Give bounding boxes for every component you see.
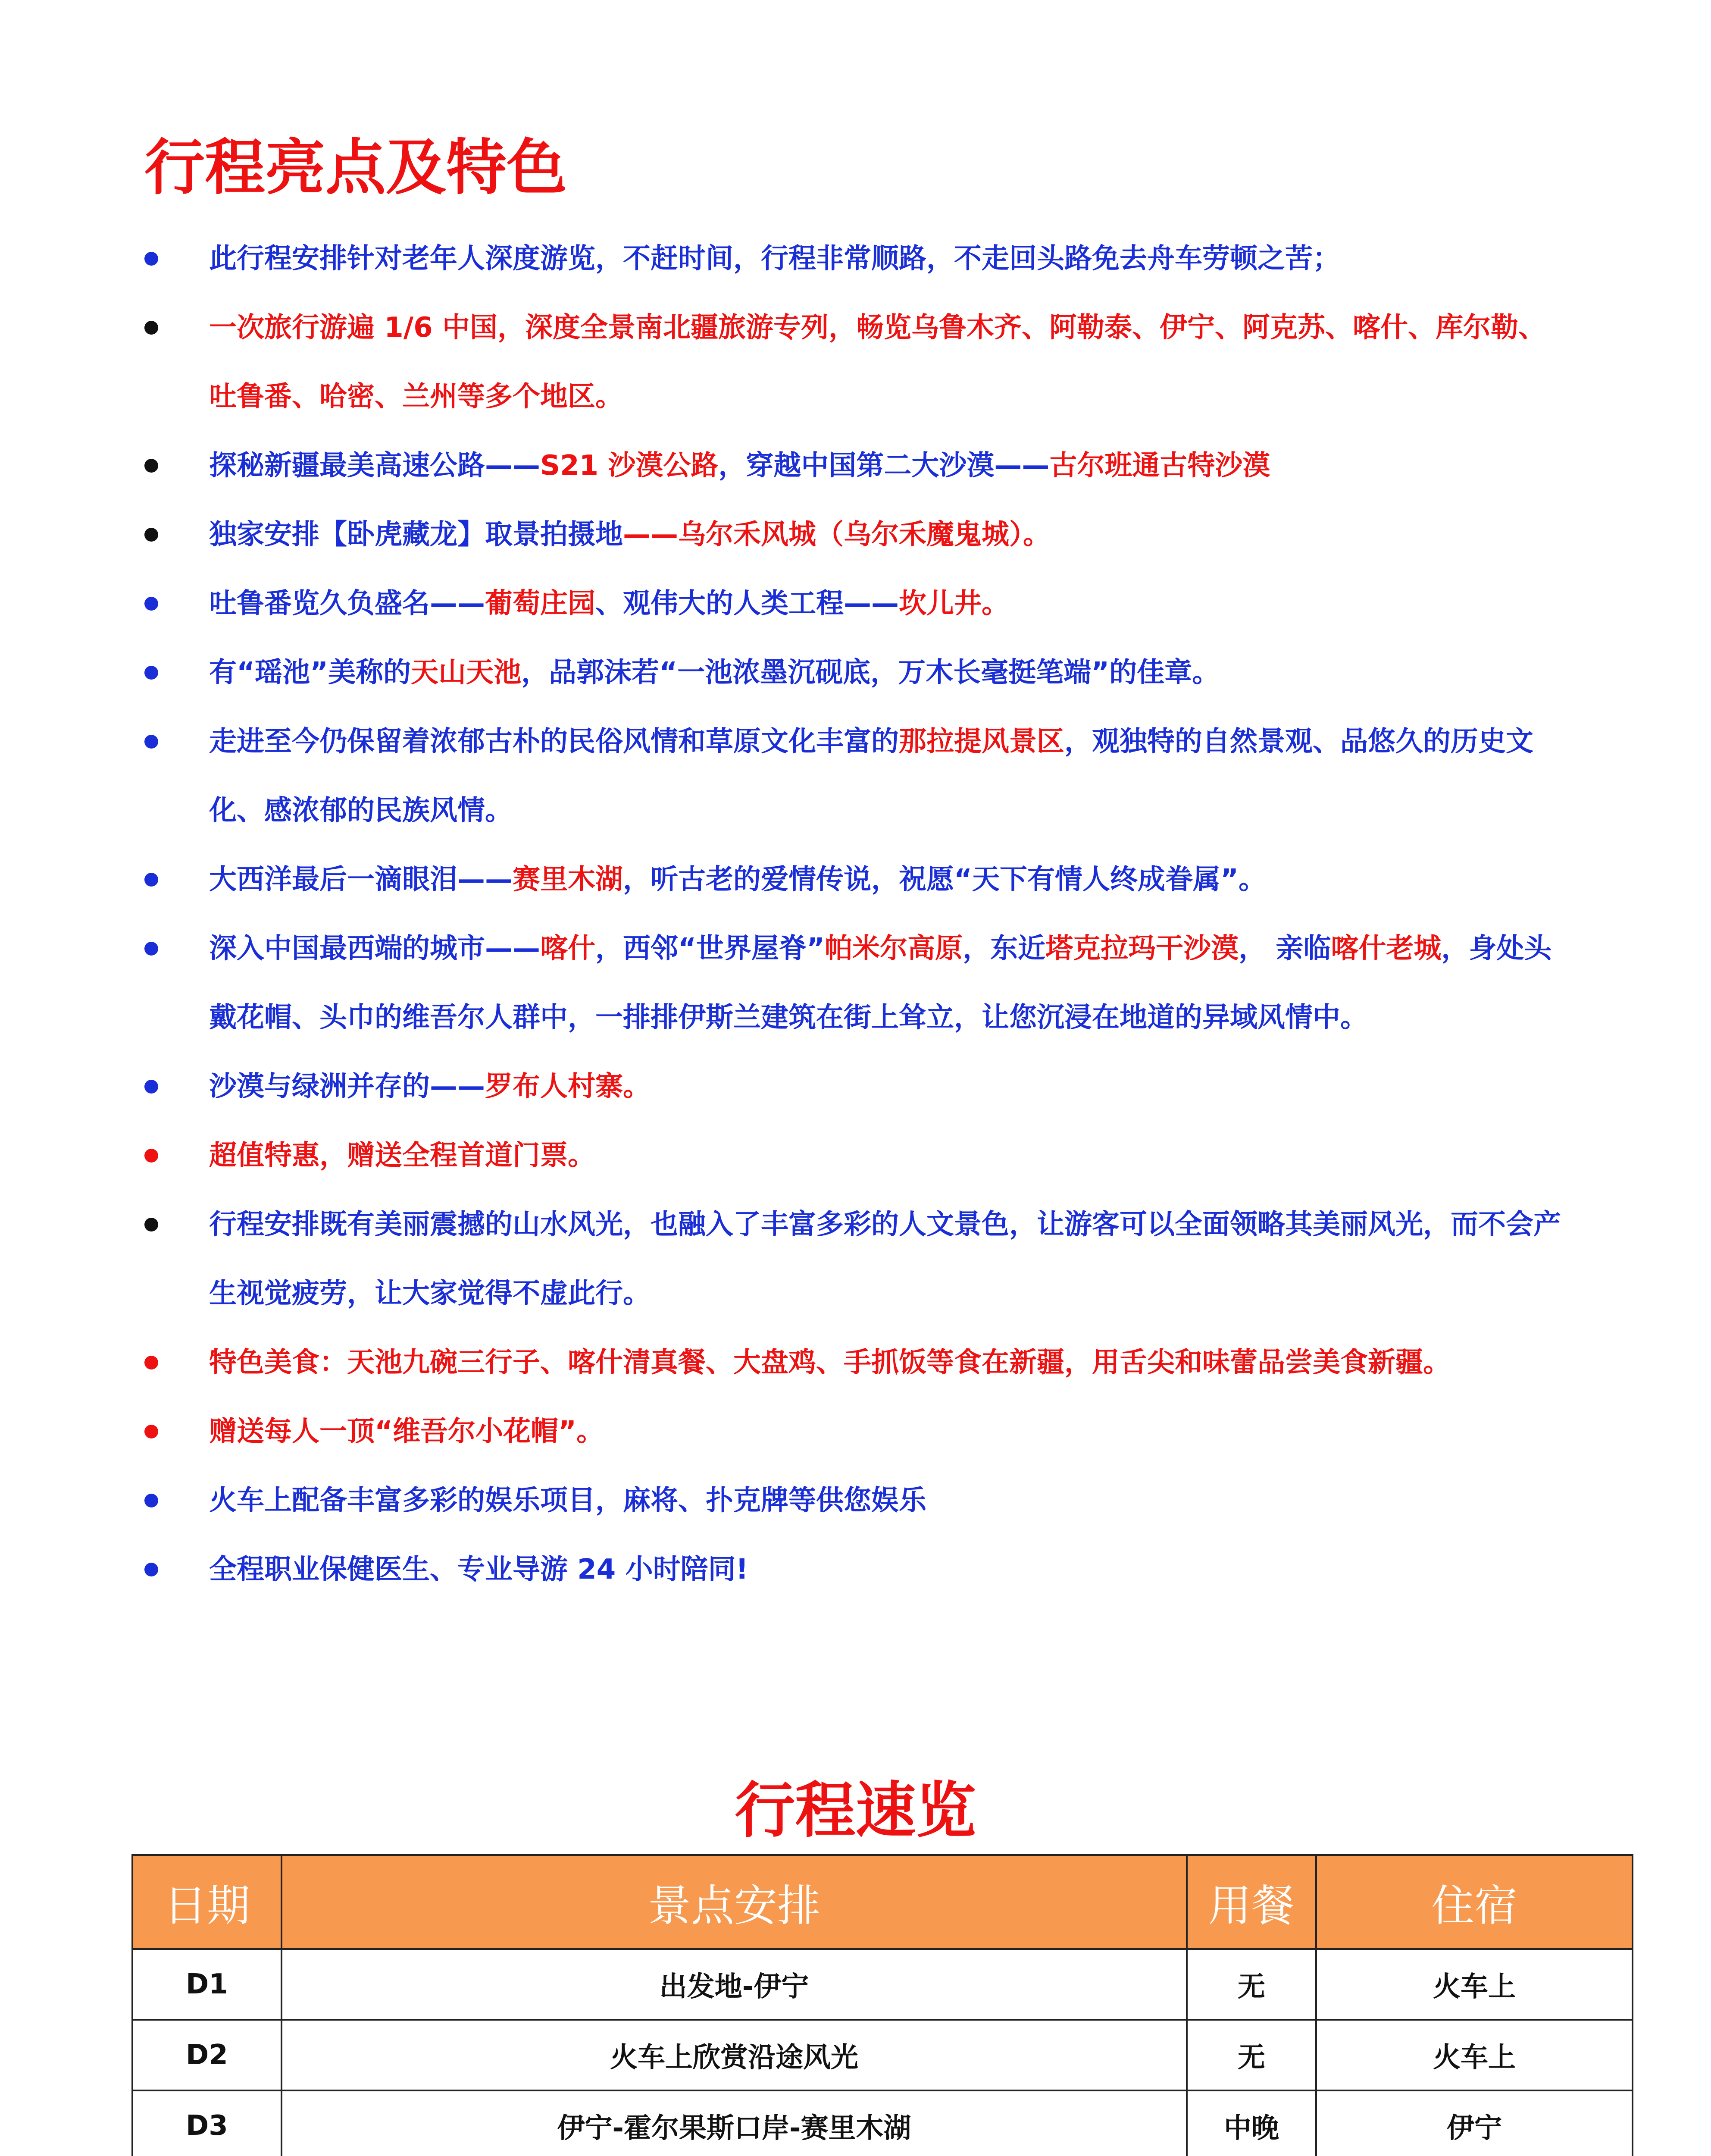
list-item [144,914,1567,1052]
itinerary-table [131,1854,1633,2156]
highlight-text: 全程职业保健医生、专业导游 24 小时陪同! [209,1554,748,1586]
highlight-text: 大西洋最后一滴眼泪—— [209,864,513,896]
cell-meals: 中晚 [1187,2090,1316,2156]
highlight-text: 罗布人村寨。 [485,1071,651,1103]
highlight-text: S21 沙漠公路 [540,450,719,482]
cell-spots: 伊宁-霍尔果斯口岸-赛里木湖 [282,2090,1187,2156]
header-meals: 用餐 [1187,1855,1316,1949]
bullet-icon [144,1218,158,1232]
bullet-icon [144,528,158,542]
cell-meals: 无 [1187,2020,1316,2090]
highlight-text: 特色美食：天池九碗三行子、喀什清真餐、大盘鸡、手抓饭等食在新疆，用舌尖和味蕾品尝美食新疆。 [209,1347,1451,1379]
cell-spots: 火车上欣赏沿途风光 [282,2020,1187,2090]
highlight-text: 帕米尔高原 [825,933,963,965]
highlight-text: 塔克拉玛干沙漠 [1045,933,1239,965]
table-row [132,1949,1633,2020]
highlight-text: 天山天池 [411,657,522,689]
highlight-text: 古尔班通古特沙漠 [1049,450,1270,482]
highlight-text: ，品郭沫若“一池浓墨沉砚底，万木长毫挺笔端”的佳章。 [521,657,1220,689]
list-item [144,1121,1567,1190]
header-stay: 住宿 [1316,1855,1633,1949]
highlight-text: 赛里木湖 [513,864,623,896]
cell-meals: 无 [1187,1949,1316,2020]
highlight-text: ，东近 [963,933,1046,965]
list-item [144,500,1567,569]
highlight-text: ——乌尔禾风城（乌尔禾魔鬼城）。 [623,519,1051,551]
bullet-icon [144,252,158,266]
overview-title: 行程速览 [735,1776,976,1846]
highlight-text: ，身处头戴花帽、头巾的维吾尔人群中，一排排伊斯兰建筑在街上耸立，让您沉浸在地道的异域风情中。 [209,933,1552,1034]
highlight-text: 喀什 [540,933,595,965]
highlight-text: 独家安排【卧虎藏龙】取景拍摄地 [209,519,623,551]
list-item [144,224,1567,293]
cell-date: D2 [132,2020,282,2090]
header-spots: 景点安排 [282,1855,1187,1949]
list-item [144,1190,1567,1328]
highlight-text: 吐鲁番览久负盛名—— [209,588,485,620]
cell-date: D3 [132,2090,282,2156]
bullet-icon [144,459,158,473]
bullet-icon [144,1494,158,1507]
list-item [144,1466,1567,1535]
list-item [144,707,1567,845]
table-header-row [132,1855,1633,1949]
highlights-title: 行程亮点及特色 [144,133,567,203]
highlights-list [144,224,1567,1604]
highlight-text: 火车上配备丰富多彩的娱乐项目，麻将、扑克牌等供您娱乐 [209,1485,926,1517]
list-item [144,1535,1567,1604]
table-row [132,2090,1633,2156]
highlight-text: 喀什老城 [1331,933,1442,965]
highlight-text: 深入中国最西端的城市—— [209,933,540,965]
cell-stay: 伊宁 [1316,2090,1633,2156]
cell-spots: 出发地-伊宁 [282,1949,1187,2020]
cell-stay: 火车上 [1316,1949,1633,2020]
cell-stay: 火车上 [1316,2020,1633,2090]
bullet-icon [144,1425,158,1438]
list-item [144,1397,1567,1466]
highlight-text: 赠送每人一顶“维吾尔小花帽”。 [209,1416,604,1448]
highlight-text: 行程安排既有美丽震撼的山水风光，也融入了丰富多彩的人文景色，让游客可以全面领略其美丽风光，而不会产生视觉疲劳，让大家觉得不虚此行。 [209,1209,1561,1310]
bullet-icon [144,873,158,887]
bullet-icon [144,321,158,335]
list-item [144,1328,1567,1397]
highlight-text: ，西邻“世界屋脊” [595,933,825,965]
bullet-icon [144,597,158,611]
bullet-icon [144,1149,158,1163]
bullet-icon [144,666,158,680]
list-item [144,431,1567,500]
highlight-text: ，听古老的爱情传说，祝愿“天下有情人终成眷属”。 [623,864,1267,896]
highlight-text: 超值特惠，赠送全程首道门票。 [209,1140,595,1172]
highlight-text: 探秘新疆最美高速公路—— [209,450,540,482]
table-row [132,2020,1633,2090]
highlight-text: 一次旅行游遍 1/6 中国，深度全景南北疆旅游专列，畅览乌鲁木齐、阿勒泰、伊宁、阿克苏、喀什、库尔勒、吐鲁番、哈密、兰州等多个地区。 [209,312,1546,413]
bullet-icon [144,1356,158,1369]
list-item [144,293,1567,431]
bullet-icon [144,1563,158,1576]
list-item [144,1052,1567,1121]
list-item [144,638,1567,707]
list-item [144,845,1567,914]
highlight-text: ，穿越中国第二大沙漠—— [718,450,1050,482]
header-date: 日期 [132,1855,282,1949]
list-item [144,569,1567,638]
highlight-text: ， 亲临 [1239,933,1331,965]
bullet-icon [144,1080,158,1094]
highlight-text: ，观独特的自然景观、品悠久的历史文化、感浓郁的民族风情。 [209,726,1533,827]
highlight-text: 那拉提风景区 [899,726,1064,758]
cell-date: D1 [132,1949,282,2020]
highlight-text: 走进至今仍保留着浓郁古朴的民俗风情和草原文化丰富的 [209,726,899,758]
bullet-icon [144,735,158,749]
highlight-text: 葡萄庄园 [485,588,595,620]
highlight-text: 坎儿井。 [899,588,1009,620]
bullet-icon [144,942,158,956]
highlight-text: 沙漠与绿洲并存的—— [209,1071,485,1103]
highlight-text: 有“瑶池”美称的 [209,657,411,689]
highlight-text: 此行程安排针对老年人深度游览，不赶时间，行程非常顺路，不走回头路免去舟车劳顿之苦； [209,243,1340,275]
highlight-text: 、观伟大的人类工程—— [595,588,899,620]
